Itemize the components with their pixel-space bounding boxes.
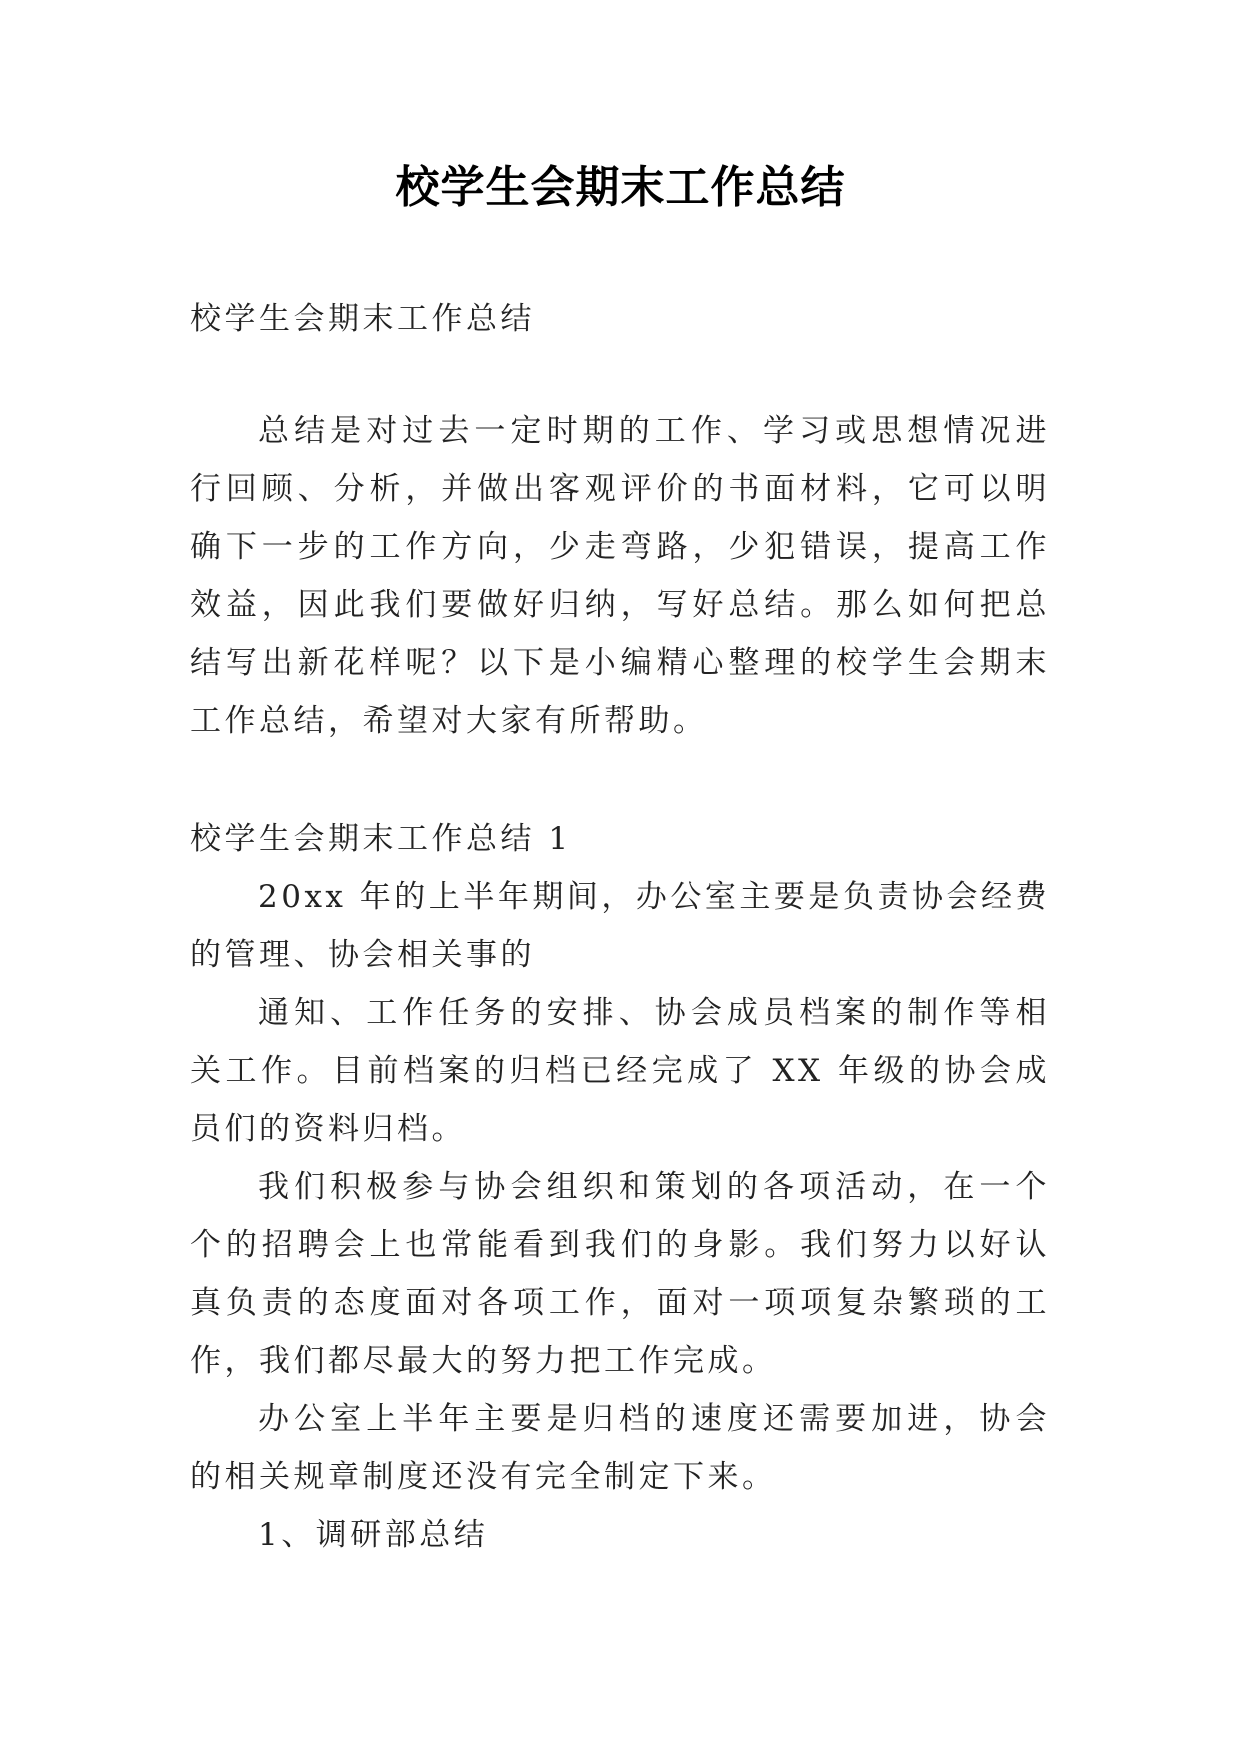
section-1 xyxy=(190,810,1050,1564)
paragraph: 办公室上半年主要是归档的速度还需要加进，协会的相关规章制度还没有完全制定下来。 xyxy=(190,1401,1050,1495)
intro-paragraph: 总结是对过去一定时期的工作、学习或思想情况进行回顾、分析，并做出客观评价的书面材料，它可以明确下一步的工作方向，少走弯路，少犯错误，提高工作效益，因此我们要做好归纳，写好总结。那么如何把总结写出新花样呢？以下是小编精心整理的校学生会期末工作总结，希望对大家有所帮助。 xyxy=(190,413,1050,739)
intro-section xyxy=(190,402,1050,750)
paragraph: 20xx 年的上半年期间，办公室主要是负责协会经费的管理、协会相关事的 xyxy=(190,879,1050,973)
section-heading: 校学生会期末工作总结 1 xyxy=(190,821,572,857)
subheading-research-dept: 1、调研部总结 xyxy=(258,1517,489,1553)
document-subtitle: 校学生会期末工作总结 xyxy=(190,301,535,337)
paragraph: 我们积极参与协会组织和策划的各项活动，在一个个的招聘会上也常能看到我们的身影。我们努力以好认真负责的态度面对各项工作，面对一项项复杂繁琐的工作，我们都尽最大的努力把工作完成。 xyxy=(190,1169,1050,1379)
paragraph: 通知、工作任务的安排、协会成员档案的制作等相关工作。目前档案的归档已经完成了 XX 年级的协会成员们的资料归档。 xyxy=(190,995,1050,1147)
document-title: 校学生会期末工作总结 xyxy=(395,162,846,213)
